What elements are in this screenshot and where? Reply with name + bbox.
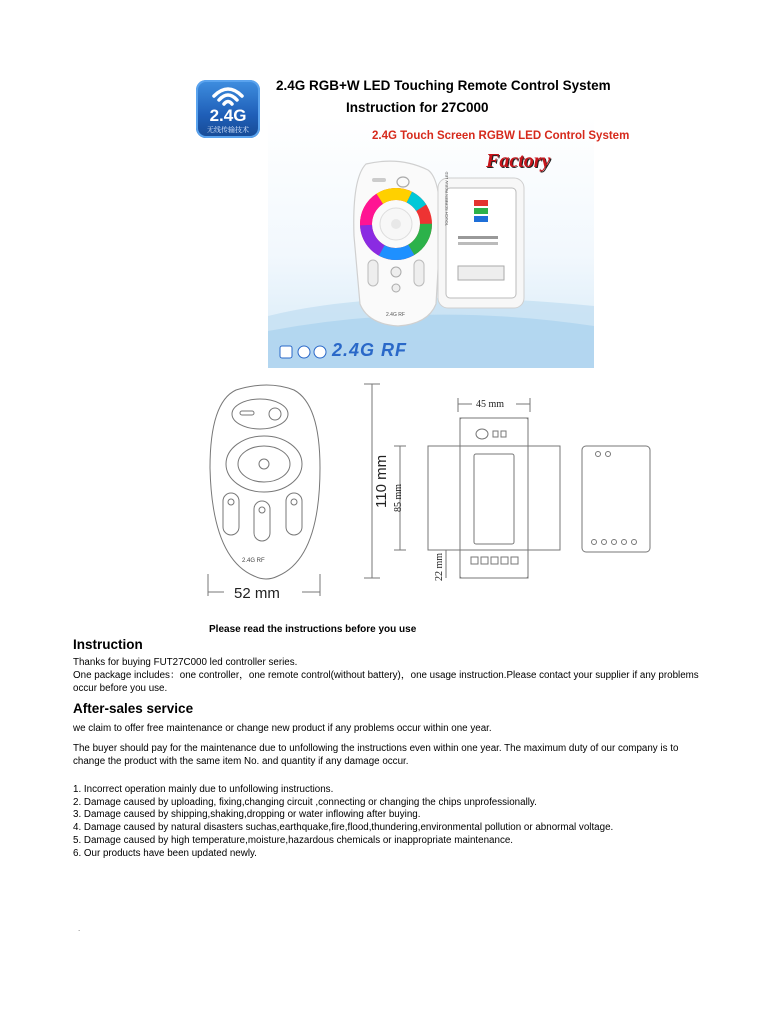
list-item: 3. Damage caused by shipping,shaking,dropping or water inflowing after buying. xyxy=(73,809,421,821)
product-banner-title: 2.4G Touch Screen RGBW LED Control System xyxy=(372,130,630,142)
after-sales-heading: After-sales service xyxy=(73,701,194,716)
remote-photo-label: 2.4G RF xyxy=(386,312,405,318)
list-item: 5. Damage caused by high temperature,moisture,hazardous chemicals or inappropriate maintenance. xyxy=(73,834,514,846)
list-item: 4. Damage caused by natural disasters suchas,earthquake,fire,flood,thundering,environmental pollution or abnormal voltage. xyxy=(73,822,614,834)
document-subtitle: Instruction for 27C000 xyxy=(346,100,489,115)
product-illustration xyxy=(268,116,594,368)
after-sales-line-1: we claim to offer free maintenance or change new product if any problems occur within one year. xyxy=(73,723,492,734)
wireless-logo xyxy=(196,80,260,138)
certification-icon xyxy=(280,346,292,358)
list-item: 1. Incorrect operation mainly due to unfollowing instructions. xyxy=(73,784,334,795)
receiver-box-photo xyxy=(438,172,524,308)
rf-label: 2.4G RF xyxy=(332,340,408,360)
remote-control-photo xyxy=(354,161,441,326)
receiver-depth-label: 22 mm xyxy=(434,552,445,581)
logo-text: 2.4G xyxy=(209,106,247,125)
wifi-waves-icon xyxy=(210,82,246,106)
receiver-width-label: 45 mm xyxy=(476,399,505,410)
damage-list xyxy=(73,784,613,860)
read-notice: Please read the instructions before you use xyxy=(209,624,417,635)
rohs-icon xyxy=(298,346,310,358)
list-item: 6. Our products have been updated newly. xyxy=(73,847,257,859)
list-item: 2. Damage caused by uploading, fixing,changing circuit ,connecting or changing the chips unprofessionally. xyxy=(73,796,537,808)
factory-label: Factory xyxy=(486,150,551,172)
document-title: 2.4G RGB+W LED Touching Remote Control System xyxy=(276,78,611,93)
remote-height-label: 110 mm xyxy=(373,454,390,508)
dimension-drawing xyxy=(196,378,666,608)
footer-mark: . xyxy=(78,924,81,933)
instruction-line-1: Thanks for buying FUT27C000 led controller series. xyxy=(73,657,298,668)
receiver-photo-label: TOUCH SCREEN RGBW LED xyxy=(444,171,449,226)
logo-subtext: 无线传输技术 xyxy=(207,127,249,134)
remote-drawing-label: 2.4G RF xyxy=(242,558,265,564)
receiver-height-label: 85 mm xyxy=(393,483,404,512)
remote-width-label: 52 mm xyxy=(234,585,280,602)
product-photo xyxy=(268,116,630,368)
instruction-line-2: One package includes：one controller，one remote control(without battery)，one usage instruction.Please contact your supplier if any problems occur before you use. xyxy=(73,670,699,694)
ce-icon xyxy=(314,346,326,358)
after-sales-line-2: The buyer should pay for the maintenance due to unfollowing the instructions even within one year. The maximum duty of our company is to change the product with the same item No. and quantity if any damage occur. xyxy=(73,743,679,767)
instruction-heading: Instruction xyxy=(73,637,143,652)
